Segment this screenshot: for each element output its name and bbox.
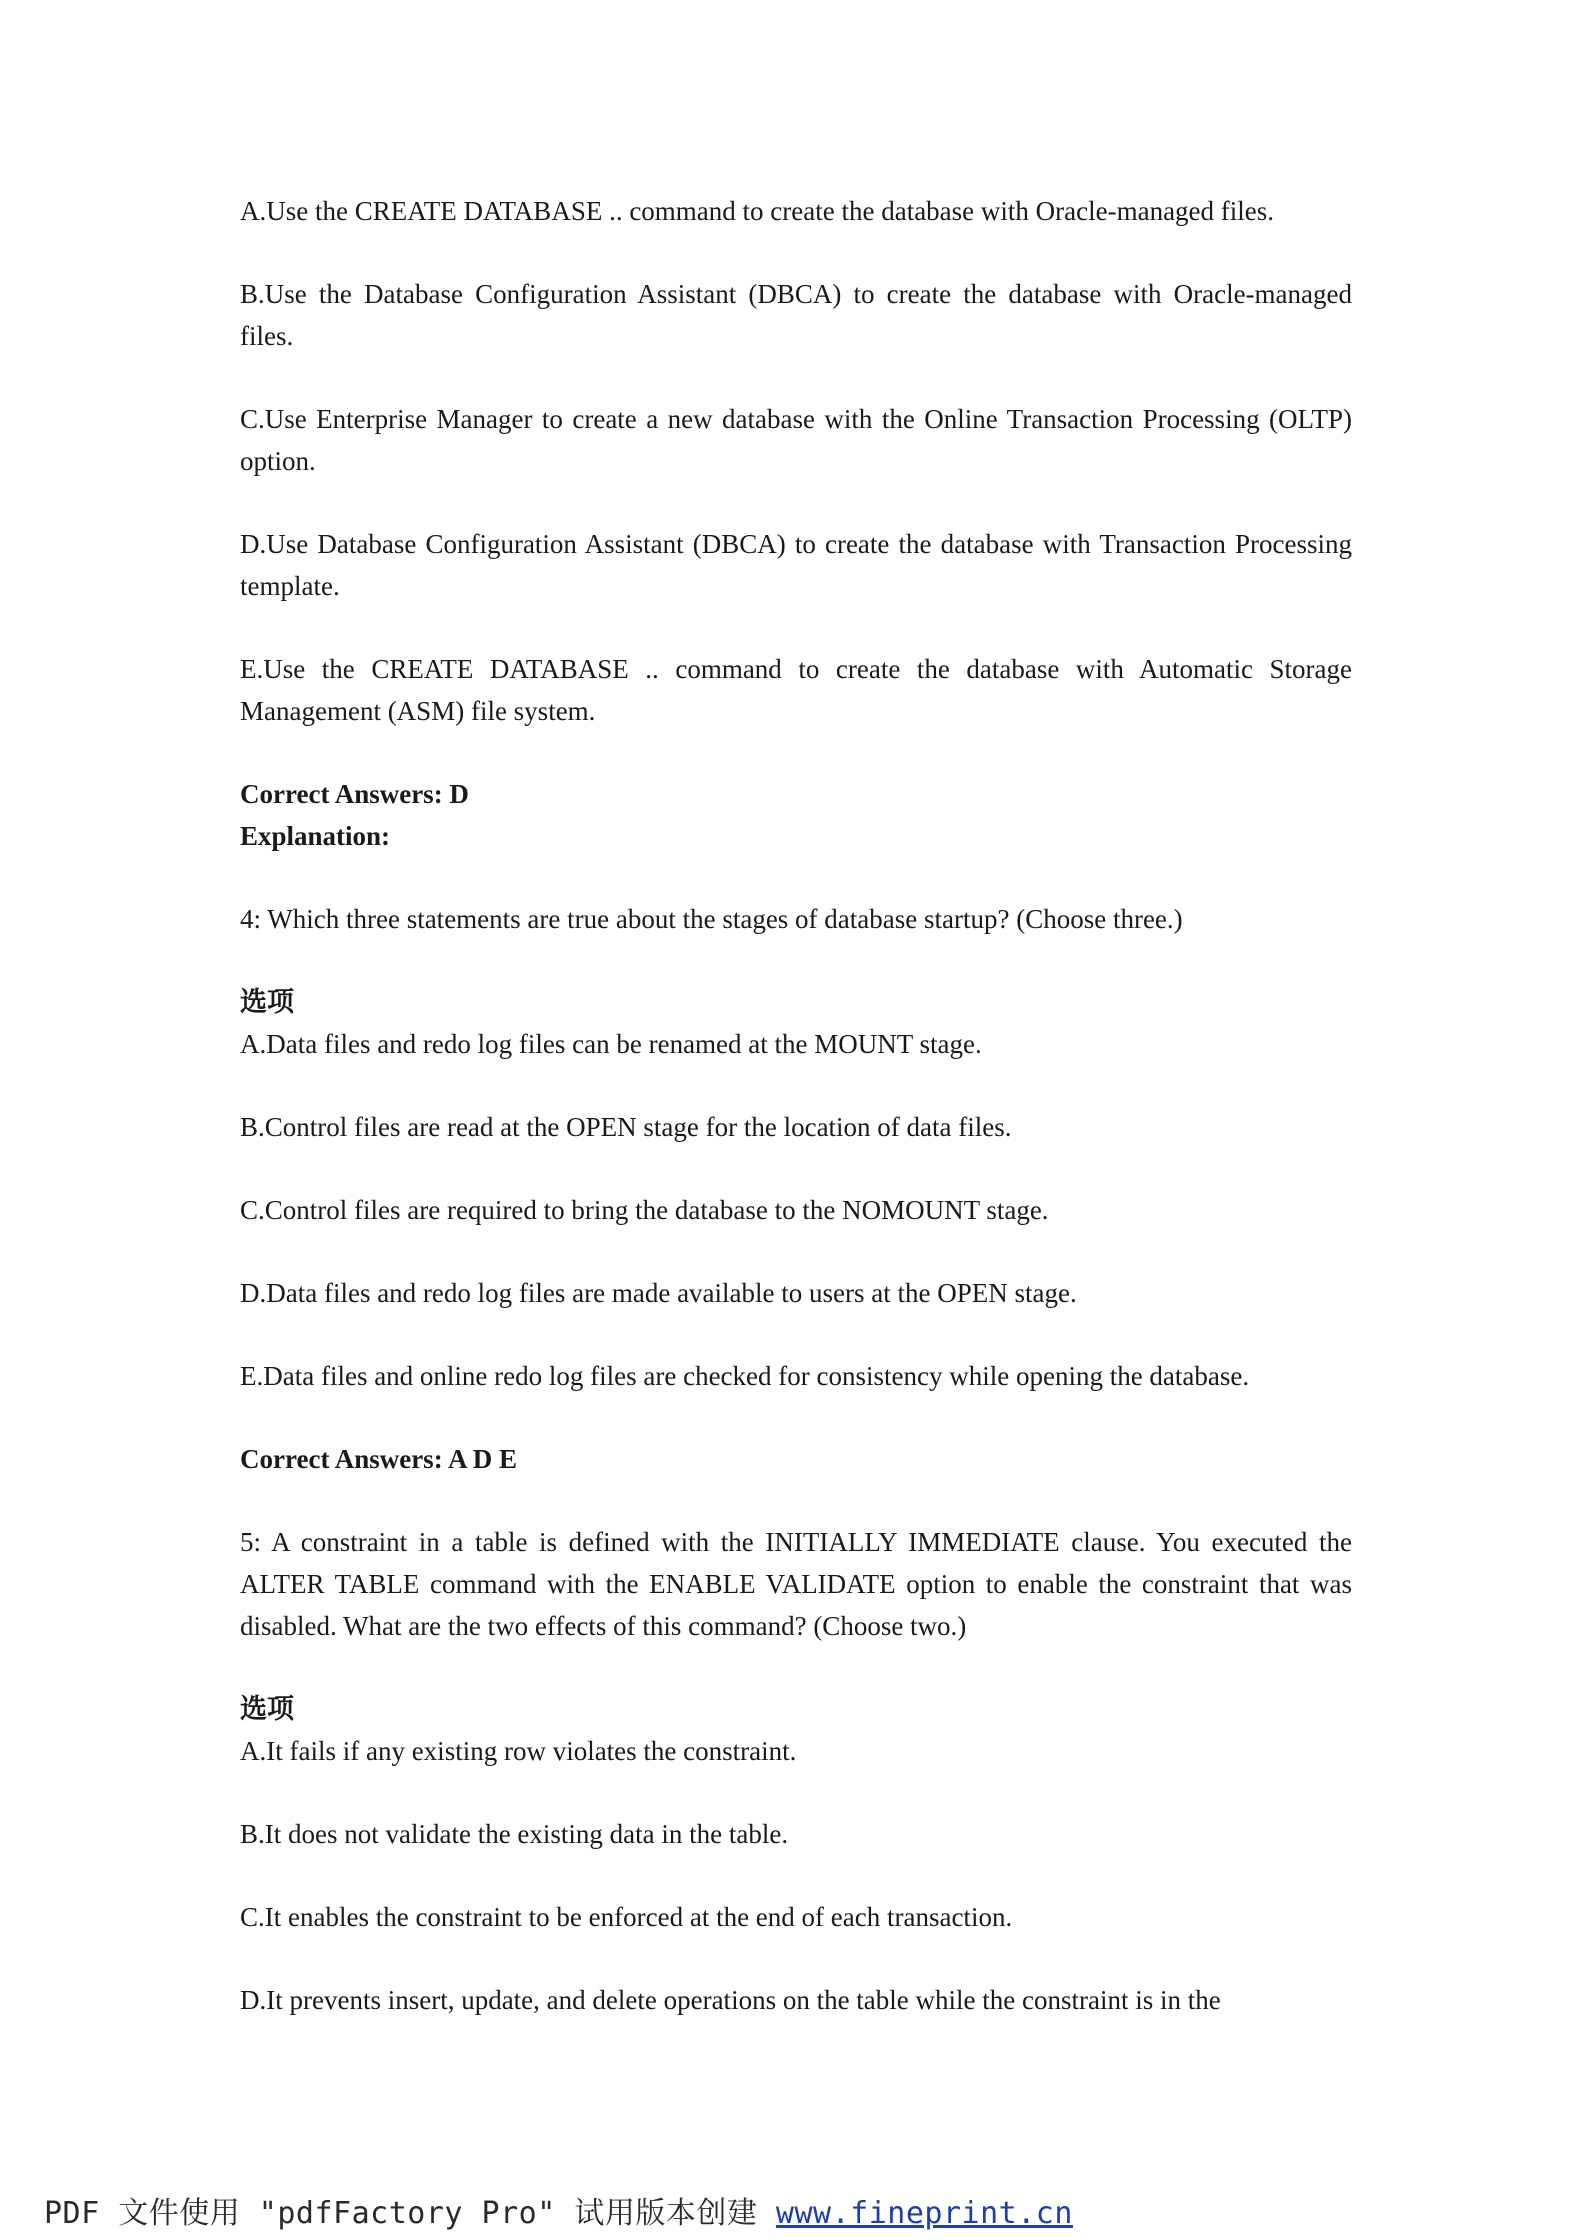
q3-option-a: A.Use the CREATE DATABASE .. command to create the database with Oracle-managed files. bbox=[240, 196, 1275, 226]
q3-option-e: E.Use the CREATE DATABASE .. command to create the database with Automatic Storage Management (ASM) file system. bbox=[240, 654, 1352, 726]
q4-option-b: B.Control files are read at the OPEN stage for the location of data files. bbox=[240, 1112, 1012, 1142]
q4-option-a: A.Data files and redo log files can be renamed at the MOUNT stage. bbox=[240, 1029, 982, 1059]
footer-link[interactable]: www.fineprint.cn bbox=[775, 2196, 1073, 2231]
q5-question: 5: A constraint in a table is defined with the INITIALLY IMMEDIATE clause. You executed the ALTER TABLE command with the ENABLE VALIDATE option to enable the constraint that was disabled. What are the two effects of this command? (Choose two.) bbox=[240, 1527, 1352, 1641]
pdf-footer bbox=[44, 2188, 1073, 2232]
q5-option-a: A.It fails if any existing row violates the constraint. bbox=[240, 1736, 797, 1766]
q3-explanation-heading: Explanation: bbox=[240, 821, 391, 851]
q5-options-heading: 选项 bbox=[240, 1694, 294, 1724]
q3-option-d: D.Use Database Configuration Assistant (DBCA) to create the database with Transaction Processing template. bbox=[240, 529, 1352, 601]
q4-option-d: D.Data files and redo log files are made available to users at the OPEN stage. bbox=[240, 1278, 1077, 1308]
q3-option-b: B.Use the Database Configuration Assistant (DBCA) to create the database with Oracle-managed files. bbox=[240, 279, 1352, 351]
q5-option-d: D.It prevents insert, update, and delete operations on the table while the constraint is in the bbox=[240, 1985, 1221, 2015]
q4-option-c: C.Control files are required to bring the database to the NOMOUNT stage. bbox=[240, 1195, 1049, 1225]
q4-options-heading: 选项 bbox=[240, 987, 294, 1017]
document-page bbox=[240, 190, 1352, 2062]
footer-text: PDF 文件使用 "pdfFactory Pro" 试用版本创建 bbox=[44, 2196, 776, 2231]
q4-option-e: E.Data files and online redo log files are checked for consistency while opening the database. bbox=[240, 1361, 1250, 1391]
q5-option-c: C.It enables the constraint to be enforced at the end of each transaction. bbox=[240, 1902, 1013, 1932]
q5-option-b: B.It does not validate the existing data in the table. bbox=[240, 1819, 789, 1849]
q4-question: 4: Which three statements are true about the stages of database startup? (Choose three.) bbox=[240, 904, 1183, 934]
q4-correct-answers: Correct Answers: A D E bbox=[240, 1444, 517, 1474]
q3-correct-answers: Correct Answers: D bbox=[240, 779, 469, 809]
q3-option-c: C.Use Enterprise Manager to create a new database with the Online Transaction Processing (OLTP) option. bbox=[240, 404, 1352, 476]
